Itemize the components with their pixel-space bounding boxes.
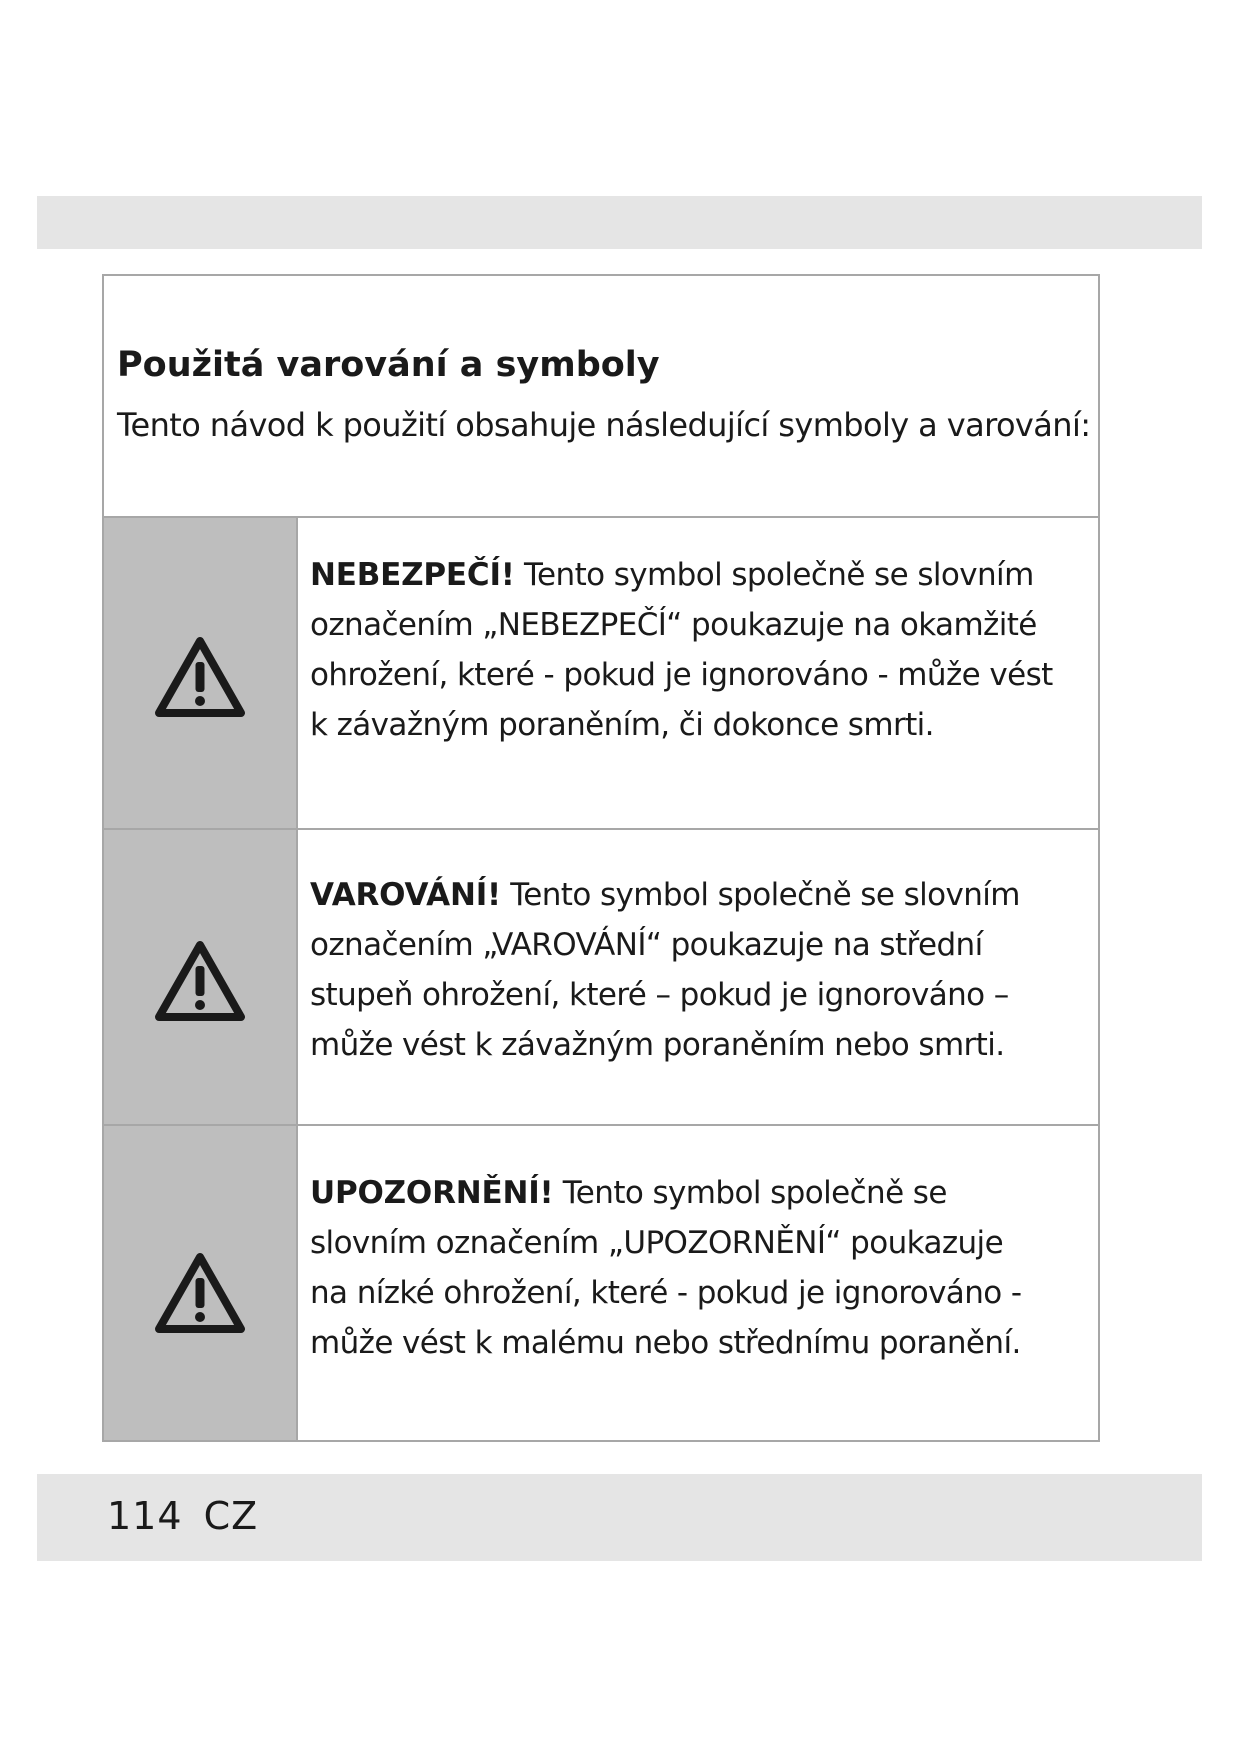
icon-cell [104,1126,298,1440]
warning-line: slovním označením „UPOZORNĚNÍ“ poukazuje [310,1225,1004,1261]
warning-keyword: UPOZORNĚNÍ! [310,1175,554,1211]
warning-text-cell [310,830,1090,1124]
warning-triangle-icon [154,939,246,1023]
warning-line: ohrožení, které - pokud je ignorováno - může vést [310,657,1053,693]
warning-line: Tento symbol společně se slovním [514,557,1034,593]
warning-triangle-icon [154,635,246,719]
warning-paragraph [310,1168,1021,1368]
warning-line: může vést k závažným poraněním nebo smrti. [310,1027,1005,1063]
section-intro: Tento návod k použití obsahuje následující symboly a varování: [117,406,1091,444]
language-code: CZ [203,1494,259,1538]
warning-row-danger [104,518,1098,830]
warning-line: označením „VAROVÁNÍ“ poukazuje na střední [310,927,983,963]
warnings-table [102,274,1100,1442]
warning-keyword: NEBEZPEČÍ! [310,557,515,593]
section-heading: Použitá varování a symboly [117,345,660,385]
warning-text-cell [310,1126,1090,1440]
warning-line: Tento symbol společně se slovním [500,877,1020,913]
warning-text-cell [310,518,1090,828]
warning-line: může vést k malému nebo střednímu poranění. [310,1325,1021,1361]
warning-line: k závažným poraněním, či dokonce smrti. [310,707,934,743]
warning-triangle-icon [154,1251,246,1335]
warning-line: Tento symbol společně se [553,1175,947,1211]
warning-line: stupeň ohrožení, které – pokud je ignorováno – [310,977,1009,1013]
warning-row-caution [104,1126,1098,1440]
warning-line: na nízké ohrožení, které - pokud je ignorováno - [310,1275,1022,1311]
icon-cell [104,518,298,828]
page-number: 114 [107,1494,183,1538]
icon-cell [104,830,298,1124]
footer-band [37,1474,1202,1561]
warning-keyword: VAROVÁNÍ! [310,877,501,913]
warning-row-warning [104,830,1098,1126]
warning-paragraph [310,550,1053,750]
warning-line: označením „NEBEZPEČÍ“ poukazuje na okamžité [310,607,1037,643]
warning-paragraph [310,870,1020,1070]
table-header-cell [104,276,1098,518]
page-footer [107,1494,258,1538]
top-gray-band [37,196,1202,249]
